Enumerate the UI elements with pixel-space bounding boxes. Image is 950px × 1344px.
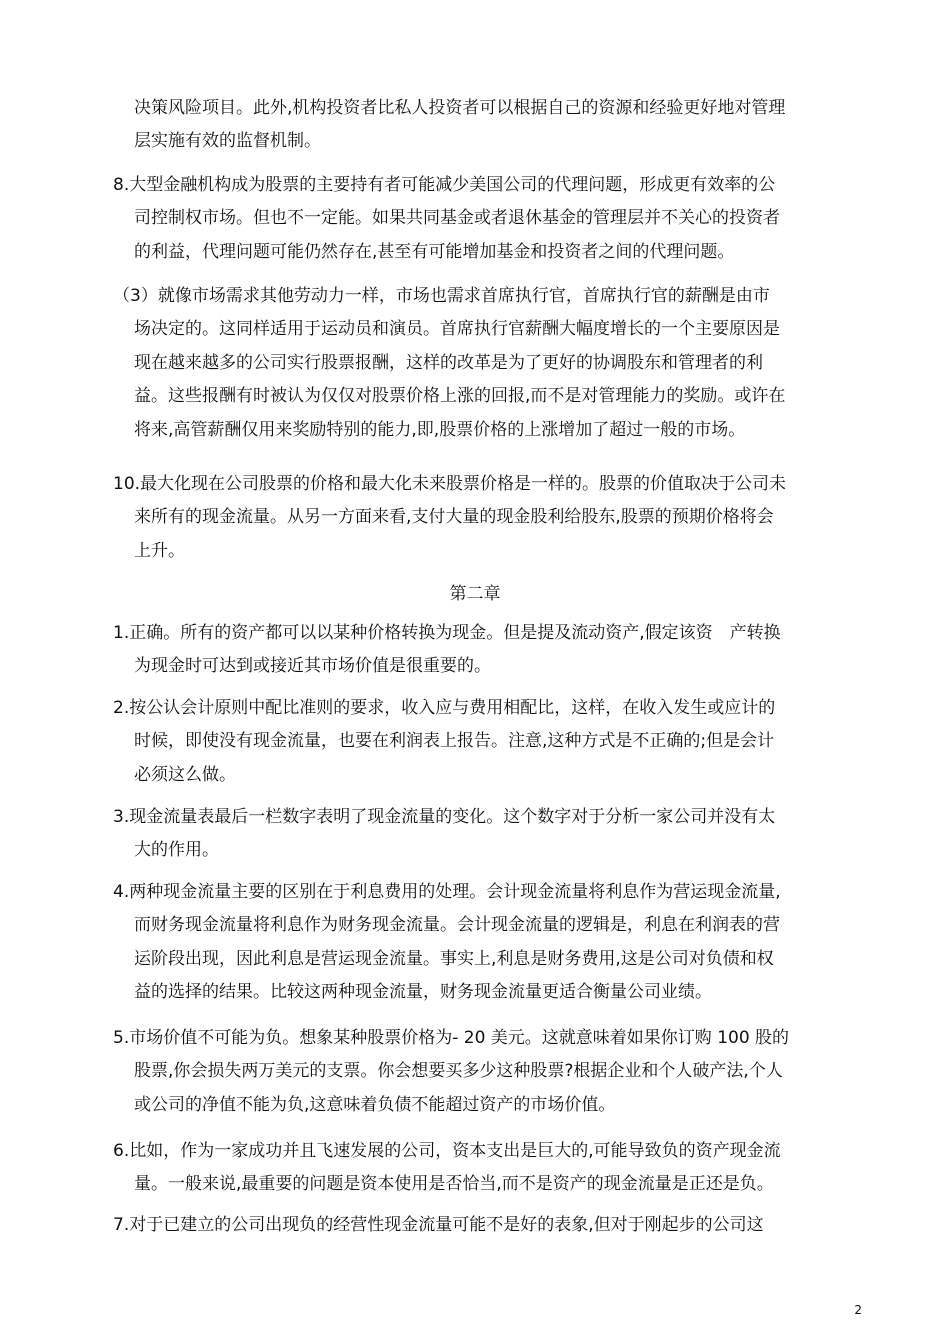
text-line: 8.大型金融机构成为股票的主要持有者可能减少美国公司的代理问题，形成更有效率的公 <box>113 175 776 195</box>
text-line: 3.现金流量表最后一栏数字表明了现金流量的变化。这个数字对于分析一家公司并没有太 <box>113 807 776 827</box>
text-line: 现在越来越多的公司实行股票报酬，这样的改革是为了更好的协调股东和管理者的利 <box>134 353 763 373</box>
text-line: （3）就像市场需求其他劳动力一样，市场也需求首席执行官，首席执行官的薪酬是由市 <box>113 286 770 306</box>
text-line: 5.市场价值不可能为负。想象某种股票价格为- 20 美元。这就意味着如果你订购 100 股的 <box>113 1028 790 1048</box>
text-line: 层实施有效的监督机制。 <box>134 131 321 151</box>
text-line: 为现金时可达到或接近其市场价值是很重要的。 <box>134 656 491 676</box>
text-line: 而财务现金流量将利息作为财务现金流量。会计现金流量的逻辑是，利息在利润表的营 <box>134 915 780 935</box>
text-line: 量。一般来说,最重要的问题是资本使用是否恰当,而不是资产的现金流量是正还是负。 <box>134 1174 774 1194</box>
text-line: 来所有的现金流量。从另一方面来看,支付大量的现金股利给股东,股票的预期价格将会 <box>134 507 774 527</box>
text-line: 4.两种现金流量主要的区别在于利息费用的处理。会计现金流量将利息作为营运现金流量, <box>113 882 781 902</box>
text-line: 2.按公认会计原则中配比准则的要求，收入应与费用相配比，这样，在收入发生或应计的 <box>113 698 776 718</box>
text-line: 的利益，代理问题可能仍然存在,甚至有可能增加基金和投资者之间的代理问题。 <box>134 242 735 262</box>
text-line: 益。这些报酬有时被认为仅仅对股票价格上涨的回报,而不是对管理能力的奖励。或许在 <box>134 386 786 406</box>
text-line: 6.比如，作为一家成功并且飞速发展的公司，资本支出是巨大的,可能导致负的资产现金流 <box>113 1141 781 1161</box>
text-line: 1.正确。所有的资产都可以以某种价格转换为现金。但是提及流动资产,假定该资 产转换 <box>113 623 781 643</box>
text-line: 7.对于已建立的公司出现负的经营性现金流量可能不是好的表象,但对于刚起步的公司这 <box>113 1215 764 1235</box>
text-line: 场决定的。这同样适用于运动员和演员。首席执行官薪酬大幅度增长的一个主要原因是 <box>134 319 780 339</box>
text-line: 将来,高管薪酬仅用来奖励特别的能力,即,股票价格的上涨增加了超过一般的市场。 <box>134 420 746 440</box>
text-line: 益的选择的结果。比较这两种现金流量，财务现金流量更适合衡量公司业绩。 <box>134 982 712 1002</box>
text-line: 时候，即使没有现金流量，也要在利润表上报告。注意,这种方式是不正确的;但是会计 <box>134 731 775 751</box>
text-line: 或公司的净值不能为负,这意味着负债不能超过资产的市场价值。 <box>134 1095 616 1115</box>
text-line: 10.最大化现在公司股票的价格和最大化未来股票价格是一样的。股票的价值取决于公司未 <box>113 474 787 494</box>
text-line: 运阶段出现，因此利息是营运现金流量。事实上,利息是财务费用,这是公司对负债和权 <box>134 949 774 969</box>
text-line: 决策风险项目。此外,机构投资者比私人投资者可以根据自己的资源和经验更好地对管理 <box>134 98 786 118</box>
text-line: 必须这么做。 <box>134 765 236 785</box>
text-line: 股票,你会损失两万美元的支票。你会想要买多少这种股票?根据企业和个人破产法,个人 <box>134 1061 783 1081</box>
chapter-heading: 第二章 <box>449 584 501 604</box>
text-line: 司控制权市场。但也不一定能。如果共同基金或者退休基金的管理层并不关心的投资者 <box>134 208 780 228</box>
text-line: 上升。 <box>134 541 185 561</box>
text-line: 大的作用。 <box>134 840 219 860</box>
page-number: 2 <box>854 1303 862 1317</box>
